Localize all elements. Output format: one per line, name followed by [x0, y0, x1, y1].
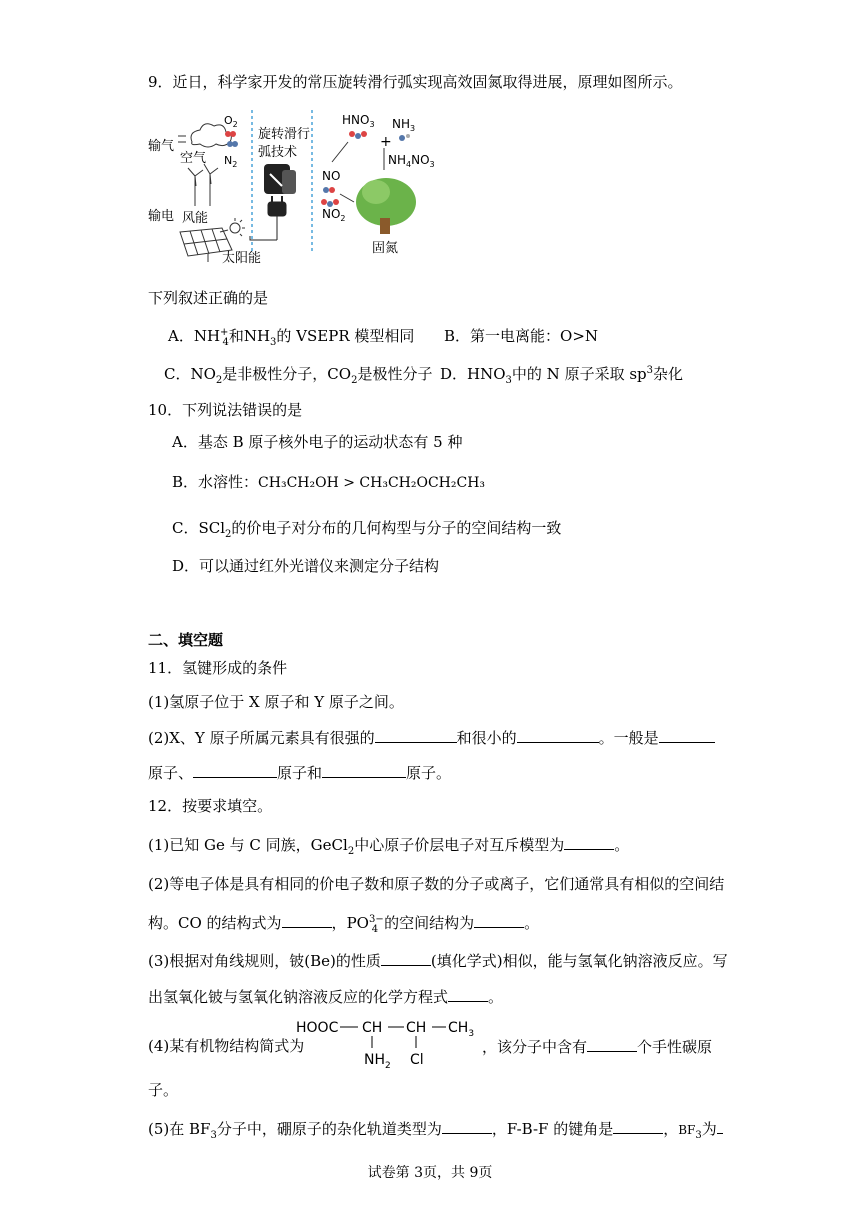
air-label: 空气: [180, 151, 207, 166]
structural-formula: [296, 1016, 476, 1072]
answer-blank[interactable]: [717, 1118, 723, 1134]
answer-blank[interactable]: [282, 912, 332, 928]
wind-label: 风能: [182, 211, 209, 226]
q11-part1: (1)氢原子位于 X 原子和 Y 原子之间。: [148, 693, 404, 711]
ch-group: CH: [406, 1020, 427, 1036]
q9-option-d[interactable]: D．$HNO_3$中的 N 原子采取 $sp^3$杂化: [440, 365, 684, 386]
tree-icon: [356, 178, 416, 234]
hooc-group: HOOC: [296, 1020, 339, 1036]
q12-part3-line2: 出氢氧化铍与氢氧化钠溶液反应的化学方程式 。: [148, 988, 504, 1006]
wind-turbine-icon: [188, 164, 218, 206]
nh3-label: $NH_3$: [392, 117, 416, 133]
nh2-group: $NH_2$: [364, 1052, 391, 1071]
q9-option-a[interactable]: A．$NH^+_4$和$NH_3$的 VSEPR 模型相同: [168, 327, 415, 348]
q12-part4-suffix: ，该分子中含有 个手性碳原: [482, 1038, 713, 1056]
answer-blank[interactable]: [322, 762, 406, 778]
section-heading: 二、填空题: [148, 631, 224, 649]
arrow-right-icon: [340, 194, 354, 202]
no2-label: $NO_2$: [322, 207, 346, 223]
q11-part2: (2)X、Y 原子所属元素具有很强的 和很小的 。一般是: [148, 727, 715, 748]
q9-option-c[interactable]: C．$NO_2$是非极性分子，$CO_2$是极性分子: [164, 365, 433, 386]
sun-icon: [230, 218, 245, 236]
no2-molecule-icon: [321, 199, 327, 205]
hno3-molecule-icon: [349, 131, 355, 137]
q12-part4-prefix: (4)某有机物结构简式为: [148, 1037, 305, 1055]
q12-part2-line1: (2)等电子体是具有相同的价电子数和原子数的分子或离子，它们通常具有相似的空间结: [148, 875, 725, 893]
answer-blank[interactable]: [564, 834, 614, 850]
q10-option-c[interactable]: C．SCl$_2$的价电子对分布的几何构型与分子的空间结构一致: [172, 519, 562, 540]
ch3-group: $CH_3$: [448, 1020, 475, 1039]
answer-blank[interactable]: [474, 912, 524, 928]
answer-blank[interactable]: [613, 1118, 663, 1134]
fixation-label: 固氮: [372, 241, 399, 256]
answer-blank[interactable]: [381, 950, 431, 966]
q10-b-formula: CH₃CH₂OH > CH₃CH₂OCH₂CH₃: [258, 475, 486, 491]
q12-part3-line1: (3)根据对角线规则，铍(Be)的性质 (填化学式)相似，能与氢氧化钠溶液反应。写: [148, 952, 728, 970]
plus-sign: +: [380, 134, 392, 150]
page-footer: 试卷第 3页，共 9页: [367, 1165, 493, 1181]
q12-part2-line2: 构。CO 的结构式为 ，$PO^{3-}_4$ 的空间结构为 。: [148, 914, 540, 935]
q10-option-a[interactable]: A．基态 B 原子核外电子的运动状态有 5 种: [172, 433, 463, 451]
tech-label-line1: 旋转滑行: [258, 127, 311, 142]
no-molecule-icon: [323, 187, 329, 193]
answer-blank[interactable]: [442, 1118, 492, 1134]
o2-label: $O_2$: [224, 114, 238, 129]
input-gas-label: 输气: [148, 139, 175, 154]
n2-label: $N_2$: [224, 154, 238, 169]
plug-icon: [250, 196, 286, 240]
answer-blank[interactable]: [193, 762, 277, 778]
answer-blank[interactable]: [659, 727, 715, 743]
ch-group: CH: [362, 1020, 383, 1036]
q9-stem: 9．近日，科学家开发的常压旋转滑行弧实现高效固氮取得进展，原理如图所示。: [148, 73, 683, 91]
q11-stem: 11．氢键形成的条件: [148, 659, 288, 677]
answer-blank[interactable]: [375, 727, 457, 743]
nh4no3-label: $NH_4NO_3$: [388, 153, 435, 169]
answer-blank[interactable]: [448, 986, 488, 1002]
hno3-label: $HNO_3$: [342, 113, 375, 129]
q10-option-b[interactable]: B．水溶性：CH₃CH₂OH > CH₃CH₂OCH₂CH₃: [172, 473, 486, 491]
input-power-label: 输电: [148, 209, 175, 224]
answer-blank[interactable]: [517, 727, 599, 743]
answer-blank[interactable]: [587, 1036, 637, 1052]
cl-group: Cl: [410, 1052, 424, 1068]
no-label: NO: [322, 169, 341, 183]
q12-part1: (1)已知 Ge 与 C 同族，GeCl$_2$中心原子价层电子对互斥模型为 。: [148, 836, 630, 857]
arrow-up-icon: [332, 142, 348, 162]
q10-option-d[interactable]: D．可以通过红外光谱仪来测定分子结构: [172, 557, 440, 575]
q12-stem: 12．按要求填空。: [148, 797, 273, 815]
nitrogen-fixation-figure: [140, 104, 450, 274]
tech-label-line2: 弧技术: [258, 145, 298, 160]
q12-part5: (5)在 $BF_3$分子中，硼原子的杂化轨道类型为 ，F-B-F 的键角是 ，$BF_3$为: [148, 1118, 723, 1140]
q12-part4-end: 子。: [148, 1081, 179, 1099]
q11-part2-cont: 原子、 原子和 原子。: [148, 764, 452, 782]
air-cloud-icon: [178, 124, 231, 147]
nh3-molecule-icon: [399, 135, 405, 141]
q10-stem: 10．下列说法错误的是: [148, 401, 303, 419]
arc-reactor-icon: [264, 164, 296, 194]
q9-prompt: 下列叙述正确的是: [148, 289, 269, 307]
solar-label: 太阳能: [222, 251, 262, 266]
q9-option-b[interactable]: B．第一电离能：O>N: [444, 327, 599, 345]
